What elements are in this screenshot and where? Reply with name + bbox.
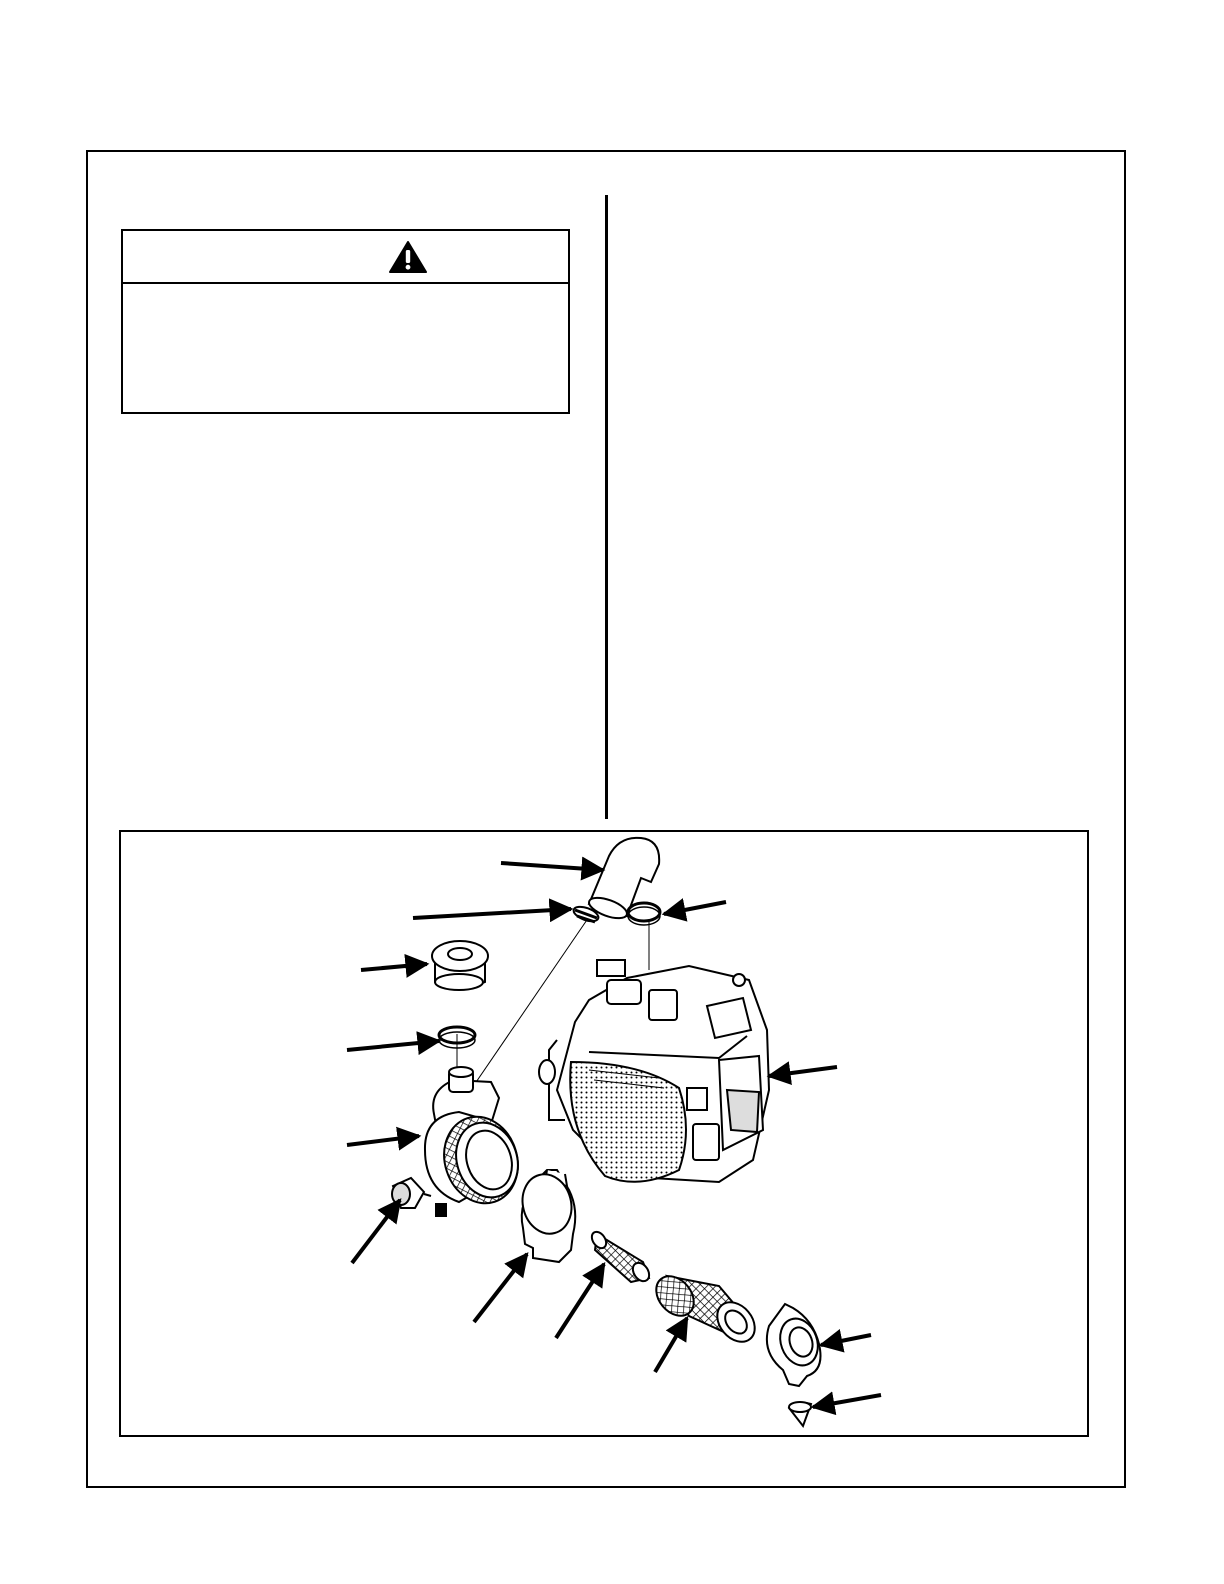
left-column-text <box>121 430 591 810</box>
precleaner-cap <box>432 941 488 990</box>
warning-text <box>123 284 568 412</box>
precleaner-clamp-arrow <box>347 1041 439 1050</box>
engine <box>539 960 769 1182</box>
warning-box <box>121 229 570 414</box>
right-column-text <box>625 200 1105 800</box>
exploded-view-illustration <box>119 830 1089 1437</box>
primary-element-arrow <box>655 1318 687 1372</box>
column-divider <box>605 195 608 819</box>
elbow-clamp <box>628 903 660 925</box>
hose-clamp-arrow <box>413 909 571 918</box>
inner-safety-element-arrow <box>556 1264 604 1338</box>
inlet-elbow-arrow <box>501 863 603 870</box>
end-cover <box>767 1304 824 1386</box>
engine-side-arrow <box>769 1067 837 1076</box>
elbow-clamp-arrow <box>664 902 726 914</box>
air-cleaner-body <box>425 1067 529 1216</box>
air-cleaner-body-arrow <box>347 1136 419 1145</box>
inlet-elbow <box>586 838 659 923</box>
end-cover-arrow <box>821 1335 871 1345</box>
precleaner-cap-arrow <box>361 964 427 970</box>
warning-header <box>123 231 568 284</box>
mounting-bracket <box>516 1169 578 1262</box>
primary-element <box>649 1269 763 1349</box>
restriction-indicator-arrow <box>352 1200 400 1263</box>
dust-valve <box>789 1402 811 1426</box>
warning-triangle-icon <box>388 240 428 274</box>
mounting-bracket-arrow <box>474 1254 527 1322</box>
dust-valve-arrow <box>813 1395 881 1407</box>
